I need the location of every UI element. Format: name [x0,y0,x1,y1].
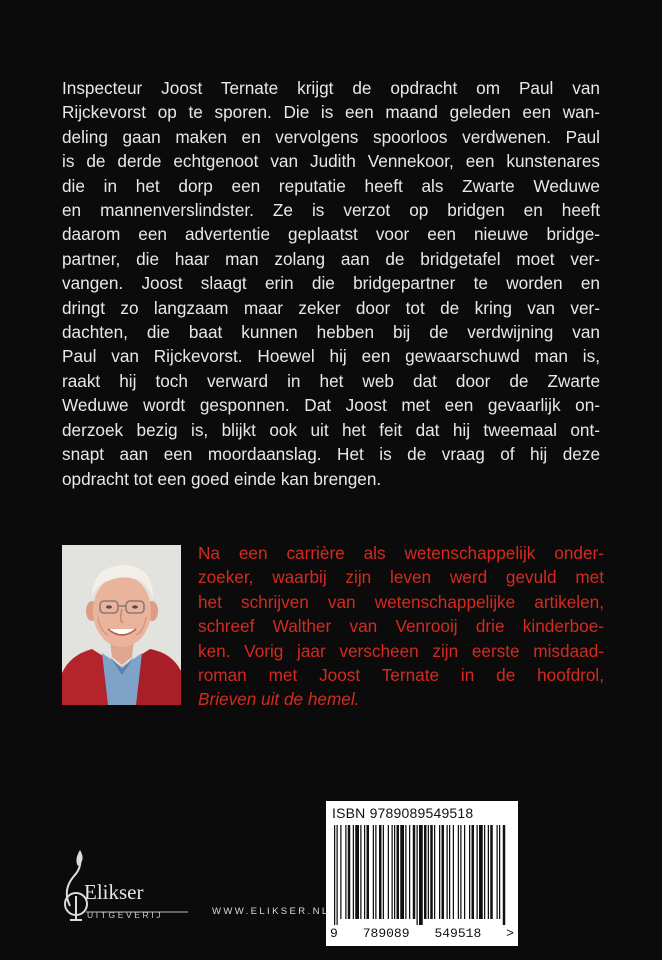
bio-line: ken. Vorig jaar verscheen zijn eerste misdaad- [198,640,604,661]
barcode-bar [464,825,465,919]
barcode-bar [430,825,433,919]
barcode-bar [434,825,435,919]
blurb-line: en mannenverslindster. Ze is verzot op bridgen en heeft [62,200,600,221]
blurb-line: dachten, die baat kunnen hebben bij de verdwijning van [62,322,600,343]
book-title: Brieven uit de hemel. [198,689,360,710]
barcode-bar [348,825,351,919]
barcode-bar [417,825,418,925]
blurb-line: Rijckevorst op te sporen. Die is een maand geleden een wan- [62,102,600,123]
blurb-line: Weduwe wordt gesponnen. Dat Joost met een gevaarlijk on- [62,395,600,416]
barcode-bar [394,825,395,919]
barcode-bar [447,825,448,919]
blurb-line: die in het dorp een reputatie heeft als Zwarte Weduwe [62,175,600,196]
barcode-digit-lead: 9 [330,926,338,941]
bio-line: het schrijven van wetenschappelijke artikelen, [198,591,604,612]
barcode-bar [419,825,423,925]
barcode-bar [392,825,393,919]
barcode-digit-group-1: 789089 [362,926,410,941]
isbn-label: ISBN 9789089549518 [332,805,474,821]
blurb-line: derzoek bezig is, blijkt ook uit het feit dat hij tweemaal ont- [62,419,600,440]
blurb-line: raakt hij toch verward in het web dat door de Zwarte [62,370,600,391]
barcode-bar [484,825,485,919]
blurb-line: is de derde echtgenoot van Judith Vennekoor, een kunstenares [62,151,600,172]
isbn-barcode [326,801,518,946]
bio-line: roman met Joost Ternate in de hoofdrol, [198,665,604,686]
blurb-line: Inspecteur Joost Ternate krijgt de opdracht om Paul van [62,78,600,98]
blurb-line: opdracht tot een goed einde kan brengen. [62,468,382,489]
barcode-bar [472,825,475,919]
publisher-subtitle: UITGEVERIJ [87,910,164,920]
barcode-bar [409,825,410,919]
barcode-bar [373,825,374,919]
barcode-bar [355,825,359,919]
blurb-line: daarom een advertentie geplaatst voor een nieuwe bridge- [62,224,600,245]
barcode-bar [477,825,478,919]
logo-flame-tip [76,850,82,866]
barcode-bar [388,825,389,919]
blurb-line: vangen. Joost slaagt erin die bridgepartner te worden en [62,273,600,294]
bio-line: schreef Walther van Venrooij drie kinderboe- [198,616,604,637]
barcode-bar [503,825,506,925]
barcode-bar [458,825,459,919]
blurb-line: partner, die haar man zolang aan de bridgetafel moet ver- [62,248,600,269]
bio-line: zoeker, waarbij zijn leven werd gevuld met [198,567,604,588]
author-portrait-illustration [62,545,181,705]
barcode-digit-group-2: 549518 [434,926,482,941]
blurb-text [62,76,600,491]
barcode-bar [345,825,346,919]
blurb-line: Paul van Rijckevorst. Hoewel hij een gewaarschuwd man is, [62,346,600,367]
barcode-bar [449,825,450,919]
barcode-bar [340,825,341,919]
publisher-name: Elikser [84,880,144,904]
author-bio [198,541,604,712]
barcode-bar [337,825,338,925]
bio-line: Na een carrière als wetenschappelijk onder- [198,543,604,563]
barcode-bar [360,825,361,919]
publisher-website: WWW.ELIKSER.NL [212,906,330,917]
barcode-bar [353,825,354,919]
barcode-bar [364,825,365,919]
barcode-bar [428,825,429,919]
barcode-bar [413,825,416,919]
barcode-bar [460,825,461,919]
blurb-line: snapt aan een moordaanslag. Het is de vraag of hij deze [62,444,600,465]
barcode-bar [379,825,382,919]
barcode-bar [497,825,498,919]
barcode-bar [383,825,384,919]
barcode-bar [424,825,427,919]
barcode-bar [488,825,489,919]
logo-candle-shape [70,896,82,920]
barcode-bar [397,825,400,919]
barcode-bars [330,825,514,925]
barcode-bar [490,825,493,919]
barcode-digit-end: > [506,926,514,941]
barcode-bar [400,825,404,919]
barcode-bar [367,825,370,919]
author-photo [62,545,181,705]
blurb-line: deling gaan maken en vervolgens spoorloos verdwenen. Paul [62,126,600,147]
barcode-bar [499,825,500,919]
blurb-line: dringt zo langzaam maar zeker door tot de kring van ver- [62,297,600,318]
barcode-bar [405,825,406,919]
barcode-bar [479,825,483,919]
barcode-bar [469,825,470,919]
barcode-bar [334,825,335,925]
barcode-bar [375,825,376,919]
barcode-bar [453,825,454,919]
barcode-bar [439,825,440,919]
barcode-digits [330,926,514,941]
barcode-bar [442,825,445,919]
